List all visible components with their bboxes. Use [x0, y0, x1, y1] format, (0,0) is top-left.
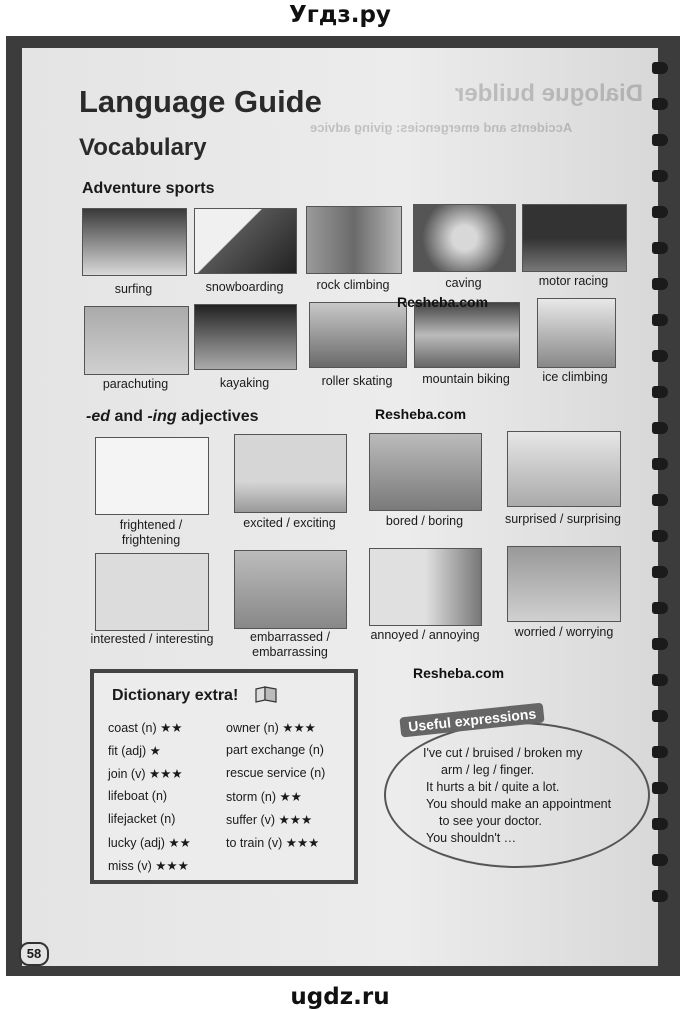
dict-left-2: join (v) ★★★: [108, 767, 183, 781]
caption-kayaking: kayaking: [219, 376, 270, 390]
dict-right-4: suffer (v) ★★★: [226, 813, 313, 827]
section-title: Vocabulary: [79, 134, 207, 161]
caption-rock-climbing: rock climbing: [316, 278, 390, 292]
dict-right-0: owner (n) ★★★: [226, 721, 316, 735]
ghost-subheading: Accidents and emergencies: giving advice: [310, 120, 573, 135]
dict-left-0: coast (n) ★★: [108, 721, 183, 735]
adjectives-title: [86, 408, 259, 426]
dictionary-extra-box: [90, 669, 358, 884]
useful-line-4: to see your doctor.: [439, 814, 542, 828]
dict-left-4: lifejacket (n): [108, 812, 176, 826]
dict-left-6: miss (v) ★★★: [108, 859, 189, 873]
page-number: 58: [19, 942, 49, 966]
useful-line-1: arm / leg / finger.: [441, 763, 535, 777]
adventure-sports-title: Adventure sports: [82, 180, 215, 197]
caption-bored: bored / boring: [385, 514, 464, 528]
useful-expressions-title: Useful expressions: [399, 703, 545, 738]
caption-snowboarding: snowboarding: [205, 280, 284, 294]
dict-left-5: lucky (adj) ★★: [108, 836, 191, 850]
caption-mountain-biking: mountain biking: [422, 372, 510, 386]
worried-cartoon: [507, 546, 621, 622]
embarrassed-cartoon: [234, 550, 347, 629]
dict-right-3: storm (n) ★★: [226, 790, 302, 804]
snowboarding-photo: [194, 208, 297, 274]
surprised-cartoon: [507, 431, 621, 507]
useful-line-2: It hurts a bit / quite a lot.: [426, 780, 560, 794]
mountain-biking-photo: [414, 302, 520, 368]
caption-worried: worried / worrying: [514, 625, 614, 639]
surfing-photo: [82, 208, 187, 276]
caption-surprised: surprised / surprising: [504, 512, 621, 526]
excited-cartoon: [234, 434, 347, 513]
site-mark-3: Resheba.com: [413, 665, 505, 681]
caption-roller-skating: roller skating: [321, 374, 393, 388]
rock-climbing-photo: [306, 206, 402, 274]
roller-skating-photo: [309, 302, 407, 368]
useful-expressions-bubble: [384, 722, 650, 868]
annoyed-cartoon: [369, 548, 482, 626]
useful-line-0: I've cut / bruised / broken my: [423, 746, 583, 760]
site-watermark-top: Угдз.ру: [289, 2, 391, 28]
site-mark-1: Resheba.com: [397, 294, 489, 310]
interested-cartoon: [95, 553, 209, 631]
frightened-cartoon: [95, 437, 209, 515]
caving-photo: [413, 204, 516, 272]
parachuting-photo: [84, 306, 189, 375]
ice-climbing-photo: [537, 298, 616, 368]
caption-frightened: frightened / frightening: [119, 518, 183, 547]
dictionary-extra-title: Dictionary extra!: [112, 687, 239, 704]
adjectives-title-ed: -ed: [86, 408, 110, 425]
caption-annoyed: annoyed / annoying: [370, 628, 480, 642]
dict-left-3: lifeboat (n): [108, 789, 168, 803]
bored-cartoon: [369, 433, 482, 511]
page-title: Language Guide: [79, 84, 322, 119]
dict-right-2: rescue service (n): [226, 766, 326, 780]
book-icon: [254, 685, 278, 703]
dict-left-1: fit (adj) ★: [108, 744, 161, 758]
caption-parachuting: parachuting: [102, 377, 169, 391]
kayaking-photo: [194, 304, 297, 370]
caption-motor-racing: motor racing: [538, 274, 609, 288]
caption-caving: caving: [445, 276, 482, 290]
caption-ice-climbing: ice climbing: [542, 370, 608, 384]
motor-racing-photo: [522, 204, 627, 272]
caption-embarrassed: embarrassed / embarrassing: [250, 630, 330, 659]
ghost-heading: Dialogue builder: [455, 80, 644, 107]
adjectives-title-adjectives: adjectives: [176, 408, 259, 425]
site-mark-2: Resheba.com: [375, 406, 467, 422]
useful-line-5: You shouldn't …: [426, 831, 517, 845]
dict-right-5: to train (v) ★★★: [226, 836, 320, 850]
caption-excited: excited / exciting: [243, 516, 336, 530]
adjectives-title-ing: -ing: [147, 408, 177, 425]
useful-line-3: You should make an appointment: [426, 797, 612, 811]
caption-surfing: surfing: [114, 282, 153, 296]
dict-right-1: part exchange (n): [226, 743, 324, 757]
caption-interested: interested / interesting: [90, 632, 214, 646]
site-watermark-bottom: ugdz.ru: [290, 984, 390, 1010]
adjectives-title-and: and: [110, 408, 148, 425]
